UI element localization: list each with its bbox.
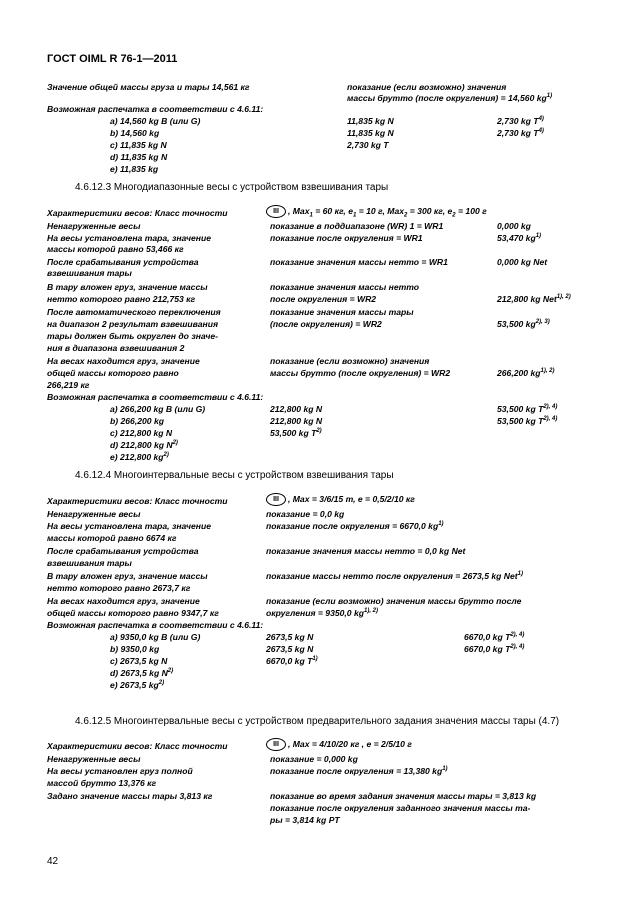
- row-label: На весы установлен груз полной: [47, 766, 193, 776]
- print-row: d) 212,800 kg $N^{2)}$: [110, 440, 178, 450]
- section-heading: 4.6.12.5 Многоинтервальные весы с устройством предварительного задания значения массы тары (4.7): [75, 716, 560, 727]
- row-label: массы которой равно 6674 кг: [47, 533, 177, 543]
- row-label: массой брутто 13,376 кг: [47, 778, 157, 788]
- row-indication: показание в поддиапазоне (WR) 1 = WR1: [270, 221, 444, 231]
- row-label: взвешивания тары: [47, 268, 132, 278]
- print-row: 2,730 kg $T^{4)}$: [497, 128, 544, 138]
- print-row: e) 2673,5 $kg^{2)}$: [110, 680, 165, 690]
- char-label: Характеристики весов: Класс точности: [47, 208, 228, 218]
- print-row: d) 2673,5 kg $N^{2)}$: [110, 668, 174, 678]
- print-row: 6670,0 kg $T^{2), 4)}$: [464, 632, 525, 642]
- row-indication: (после округления) = WR2: [270, 319, 382, 329]
- gross-indication-2: массы брутто (после округления) = 14,560 $kg^{1)}$: [347, 93, 553, 103]
- gross-value-label: Значение общей массы груза и тары 14,561 кг: [47, 82, 250, 92]
- row-indication: показание (если возможно) значения массы брутто после: [266, 596, 522, 606]
- row-label: взвешивания тары: [47, 558, 132, 568]
- row-label: тары должен быть округлен до значе-: [47, 331, 218, 341]
- row-value: 53,470 $kg^{1)}$: [497, 233, 542, 243]
- row-label: На весах находится груз, значение: [47, 356, 200, 366]
- row-label: Ненагруженные весы: [47, 221, 141, 231]
- print-row: a) 266,200 kg B (или G): [110, 404, 206, 414]
- row-value: 0,000 kg: [497, 221, 531, 231]
- row-indication: показание после округления = 6670,0 $kg^{1)}$: [266, 521, 444, 531]
- accuracy-class-icon: III: [266, 493, 286, 506]
- row-indication: показание = 0,000 kg: [270, 754, 358, 764]
- accuracy-class-icon: III: [266, 205, 286, 218]
- print-row: b) 266,200 kg: [110, 416, 164, 426]
- row-indication: показание после округления = WR1: [270, 233, 423, 243]
- row-indication: после округления = WR2: [270, 294, 377, 304]
- row-label: общей массы которого равно 9347,7 кг: [47, 608, 219, 618]
- row-label: В тару вложен груз, значение массы: [47, 571, 208, 581]
- gross-indication-1: показание (если возможно) значения: [347, 82, 507, 92]
- row-label: Ненагруженные весы: [47, 754, 141, 764]
- row-label: На весах находится груз, значение: [47, 596, 200, 606]
- row-value: 266,200 $kg^{1), 2)}$: [497, 368, 555, 378]
- row-value: 212,800 kg Net$^{1), 2)}$: [497, 294, 571, 304]
- char-label: Характеристики весов: Класс точности: [47, 741, 228, 751]
- print-row: c) 212,800 kg N: [110, 428, 173, 438]
- print-row: 2,730 kg T: [347, 140, 389, 150]
- print-row: 212,800 kg N: [270, 416, 323, 426]
- row-label: На весы установлена тара, значение: [47, 521, 211, 531]
- section-heading: 4.6.12.3 Многодиапазонные весы с устройством взвешивания тары: [75, 182, 389, 193]
- print-row: 6670,0 kg $T^{1)}$: [266, 656, 318, 666]
- row-indication: массы брутто (после округления) = WR2: [270, 368, 451, 378]
- print-heading: Возможная распечатка в соответствии с 4.6.11:: [47, 620, 264, 630]
- char-value: III , Max$_1$ = 60 кг, $e_1 = 10$ г, Max$_2$ = 300 кг, $e_2 = 100$ г: [264, 205, 487, 218]
- print-row: 11,835 kg N: [347, 116, 394, 126]
- row-indication: показание (если возможно) значения: [270, 356, 430, 366]
- row-indication: показание после округления = 13,380 $kg^{1)}$: [270, 766, 448, 776]
- print-heading: Возможная распечатка в соответствии с 4.6.11:: [47, 392, 264, 402]
- row-label: Ненагруженные весы: [47, 509, 141, 519]
- row-label: В тару вложен груз, значение массы: [47, 282, 208, 292]
- accuracy-class-icon: III: [266, 738, 286, 751]
- print-row: 2,730 kg $T^{4)}$: [497, 116, 544, 126]
- row-indication: показание значения массы нетто = 0,0 kg Net: [266, 546, 466, 556]
- print-row: 53,500 kg $T^{2), 4)}$: [497, 404, 558, 414]
- char-value: III , Max = 4/10/20 кг , e = 2/5/10 г: [264, 738, 412, 751]
- page-header: ГОСТ OIML R 76-1—2011: [47, 53, 178, 65]
- print-row: d) 11,835 kg N: [110, 152, 168, 162]
- row-indication: ры = 3,814 kg PT: [270, 815, 340, 825]
- print-row: 53,500 kg $T^{2)}$: [270, 428, 322, 438]
- row-indication: показание после округления заданного значения массы та-: [270, 803, 531, 813]
- row-label: общей массы которого равно: [47, 368, 179, 378]
- print-row: 6670,0 kg $T^{2), 4)}$: [464, 644, 525, 654]
- row-label: На весы установлена тара, значение: [47, 233, 211, 243]
- print-row: c) 2673,5 kg N: [110, 656, 168, 666]
- row-label: После срабатывания устройства: [47, 546, 199, 556]
- print-heading: Возможная распечатка в соответствии с 4.6.11:: [47, 104, 264, 114]
- print-row: 2673,5 kg N: [266, 632, 314, 642]
- row-label: Задано значение массы тары 3,813 кг: [47, 791, 213, 801]
- row-indication: показание значения массы нетто = WR1: [270, 257, 448, 267]
- row-label: 266,219 кг: [47, 380, 90, 390]
- row-value: 0,000 kg Net: [497, 257, 548, 267]
- print-row: a) 9350,0 kg B (или G): [110, 632, 201, 642]
- print-row: 212,800 kg N: [270, 404, 323, 414]
- print-row: e) 212,800 $kg^{2)}$: [110, 452, 169, 462]
- row-label: После автоматического переключения: [47, 307, 221, 317]
- print-row: c) 11,835 kg N: [110, 140, 167, 150]
- char-label: Характеристики весов: Класс точности: [47, 496, 228, 506]
- row-indication: показание = 0,0 kg: [266, 509, 345, 519]
- print-row: 11,835 kg N: [347, 128, 394, 138]
- print-row: 53,500 kg $T^{2), 4)}$: [497, 416, 558, 426]
- print-row: b) 9350,0 kg: [110, 644, 160, 654]
- print-row: e) 11,835 kg: [110, 164, 159, 174]
- row-label: массы которой равно 53,466 кг: [47, 244, 184, 254]
- page-number: 42: [47, 856, 59, 867]
- section-heading: 4.6.12.4 Многоинтервальные весы с устройством взвешивания тары: [75, 470, 394, 481]
- row-label: нетто которого равно 212,753 кг: [47, 294, 196, 304]
- print-row: a) 14,560 kg B (или G): [110, 116, 201, 126]
- row-value: 53,500 $kg^{2), 3)}$: [497, 319, 550, 329]
- char-value: III , Max = 3/6/15 т, e = 0,5/2/10 кг: [264, 493, 415, 506]
- row-indication: показание массы нетто после округления = 2673,5 kg Net$^{1)}$: [266, 571, 523, 581]
- row-label: нетто которого равно 2673,7 кг: [47, 583, 191, 593]
- row-indication: округления = 9350,0 $kg^{1), 2)}$: [266, 608, 379, 618]
- print-row: b) 14,560 kg: [110, 128, 160, 138]
- print-row: 2673,5 kg N: [266, 644, 314, 654]
- row-label: ния в диапазона взвешивания 2: [47, 343, 185, 353]
- row-indication: показание значения массы тары: [270, 307, 414, 317]
- row-label: После срабатывания устройства: [47, 257, 199, 267]
- row-indication: показание во время задания значения массы тары = 3,813 kg: [270, 791, 537, 801]
- row-indication: показание значения массы нетто: [270, 282, 420, 292]
- row-label: на диапазон 2 результат взвешивания: [47, 319, 219, 329]
